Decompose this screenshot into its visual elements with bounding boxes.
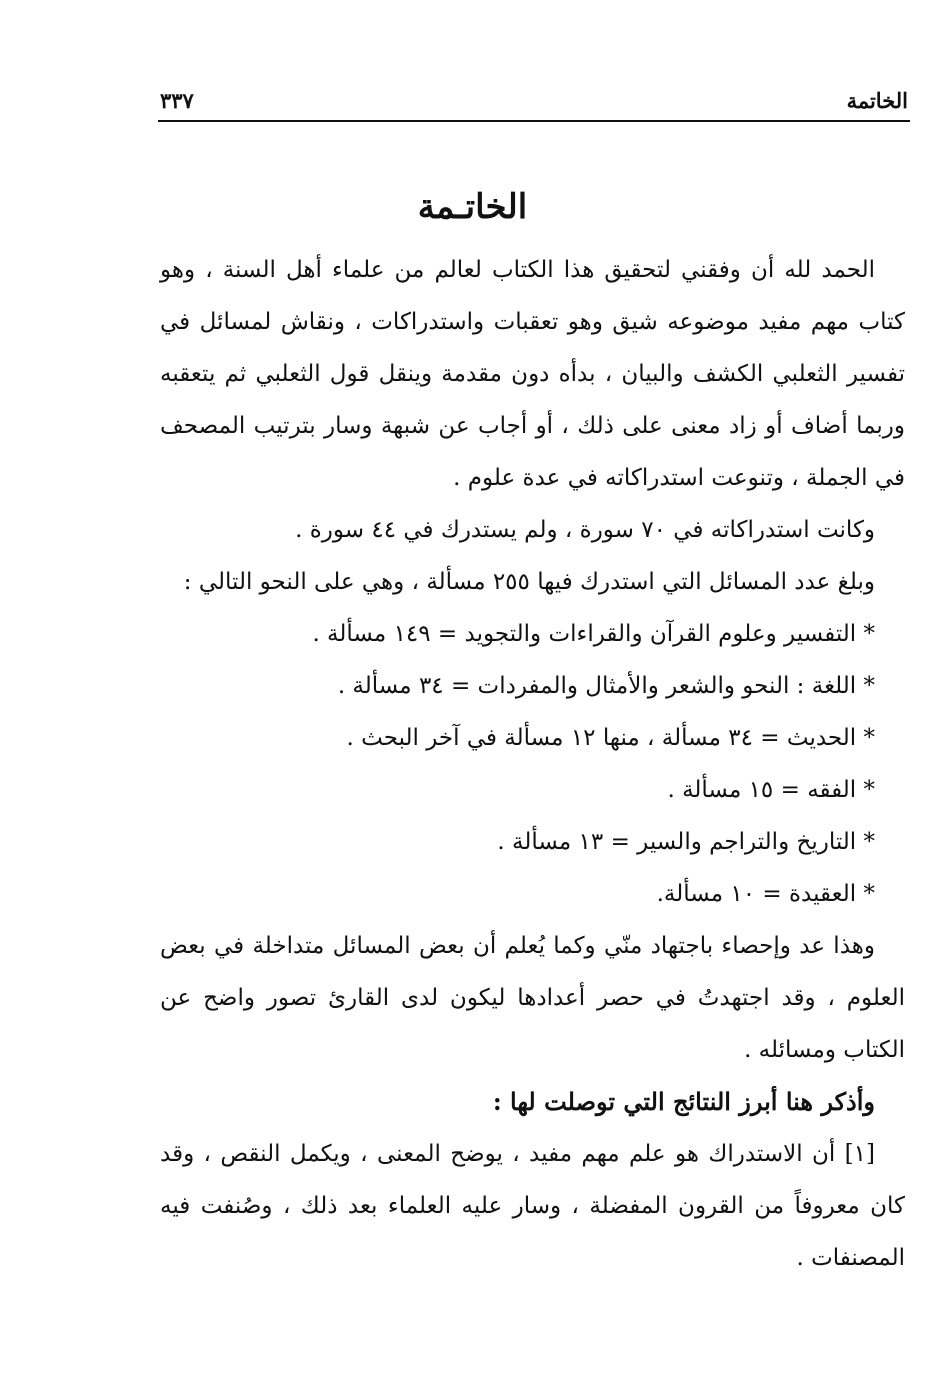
chapter-title: الخاتـمة bbox=[417, 187, 528, 227]
issues-list bbox=[160, 608, 905, 920]
surahs-paragraph: وكانت استدراكاته في ٧٠ سورة ، ولم يستدرك في ٤٤ سورة . bbox=[295, 517, 875, 543]
results-heading: وأذكر هنا أبرز النتائج التي توصلت لها : bbox=[492, 1087, 875, 1116]
page-number: ٣٣٧ bbox=[160, 88, 194, 113]
intro-paragraph: الحمد لله أن وفقني لتحقيق هذا الكتاب لعالم من علماء أهل السنة ، وهو كتاب مهم مفيد موضوعه شيق وهو تعقبات واستدراكات ، ونقاش لمسائل في تفسير الثعلبي الكشف والبيان ، بدأه دون مقدمة وينقل قول الثعلبي ثم يتعقبه وربما أضاف أو زاد معنى على ذلك ، أو أجاب عن شبهة وسار بترتيب المصحف في الجملة ، وتنوعت استدراكاته في عدة علوم . bbox=[160, 257, 905, 491]
list-item: * الفقه = ١٥ مسألة . bbox=[667, 777, 875, 803]
after-list-paragraph: وهذا عد وإحصاء باجتهاد منّي وكما يُعلم أن بعض المسائل متداخلة في بعض العلوم ، وقد اجتهدتُ في حصر أعدادها ليكون لدى القارئ تصور واضح عن الكتاب ومسائله . bbox=[160, 933, 905, 1063]
count-paragraph: وبلغ عدد المسائل التي استدرك فيها ٢٥٥ مسألة ، وهي على النحو التالي : bbox=[183, 569, 875, 595]
running-header-title: الخاتمة bbox=[846, 88, 908, 113]
running-header bbox=[158, 86, 910, 122]
list-item: * الحديث = ٣٤ مسألة ، منها ١٢ مسألة في آخر البحث . bbox=[346, 725, 875, 751]
result-item-1: [١] أن الاستدراك هو علم مهم مفيد ، يوضح المعنى ، ويكمل النقص ، وقد كان معروفاً من القرون المفضلة ، وسار عليه العلماء بعد ذلك ، وصُنفت فيه المصنفات . bbox=[160, 1141, 905, 1271]
list-item: * التفسير وعلوم القرآن والقراءات والتجويد = ١٤٩ مسألة . bbox=[312, 621, 875, 647]
list-item: * العقيدة = ١٠ مسألة. bbox=[656, 881, 875, 907]
list-item: * التاريخ والتراجم والسير = ١٣ مسألة . bbox=[497, 829, 875, 855]
body-text bbox=[160, 244, 905, 1284]
list-item: * اللغة : النحو والشعر والأمثال والمفردات = ٣٤ مسألة . bbox=[337, 673, 875, 699]
